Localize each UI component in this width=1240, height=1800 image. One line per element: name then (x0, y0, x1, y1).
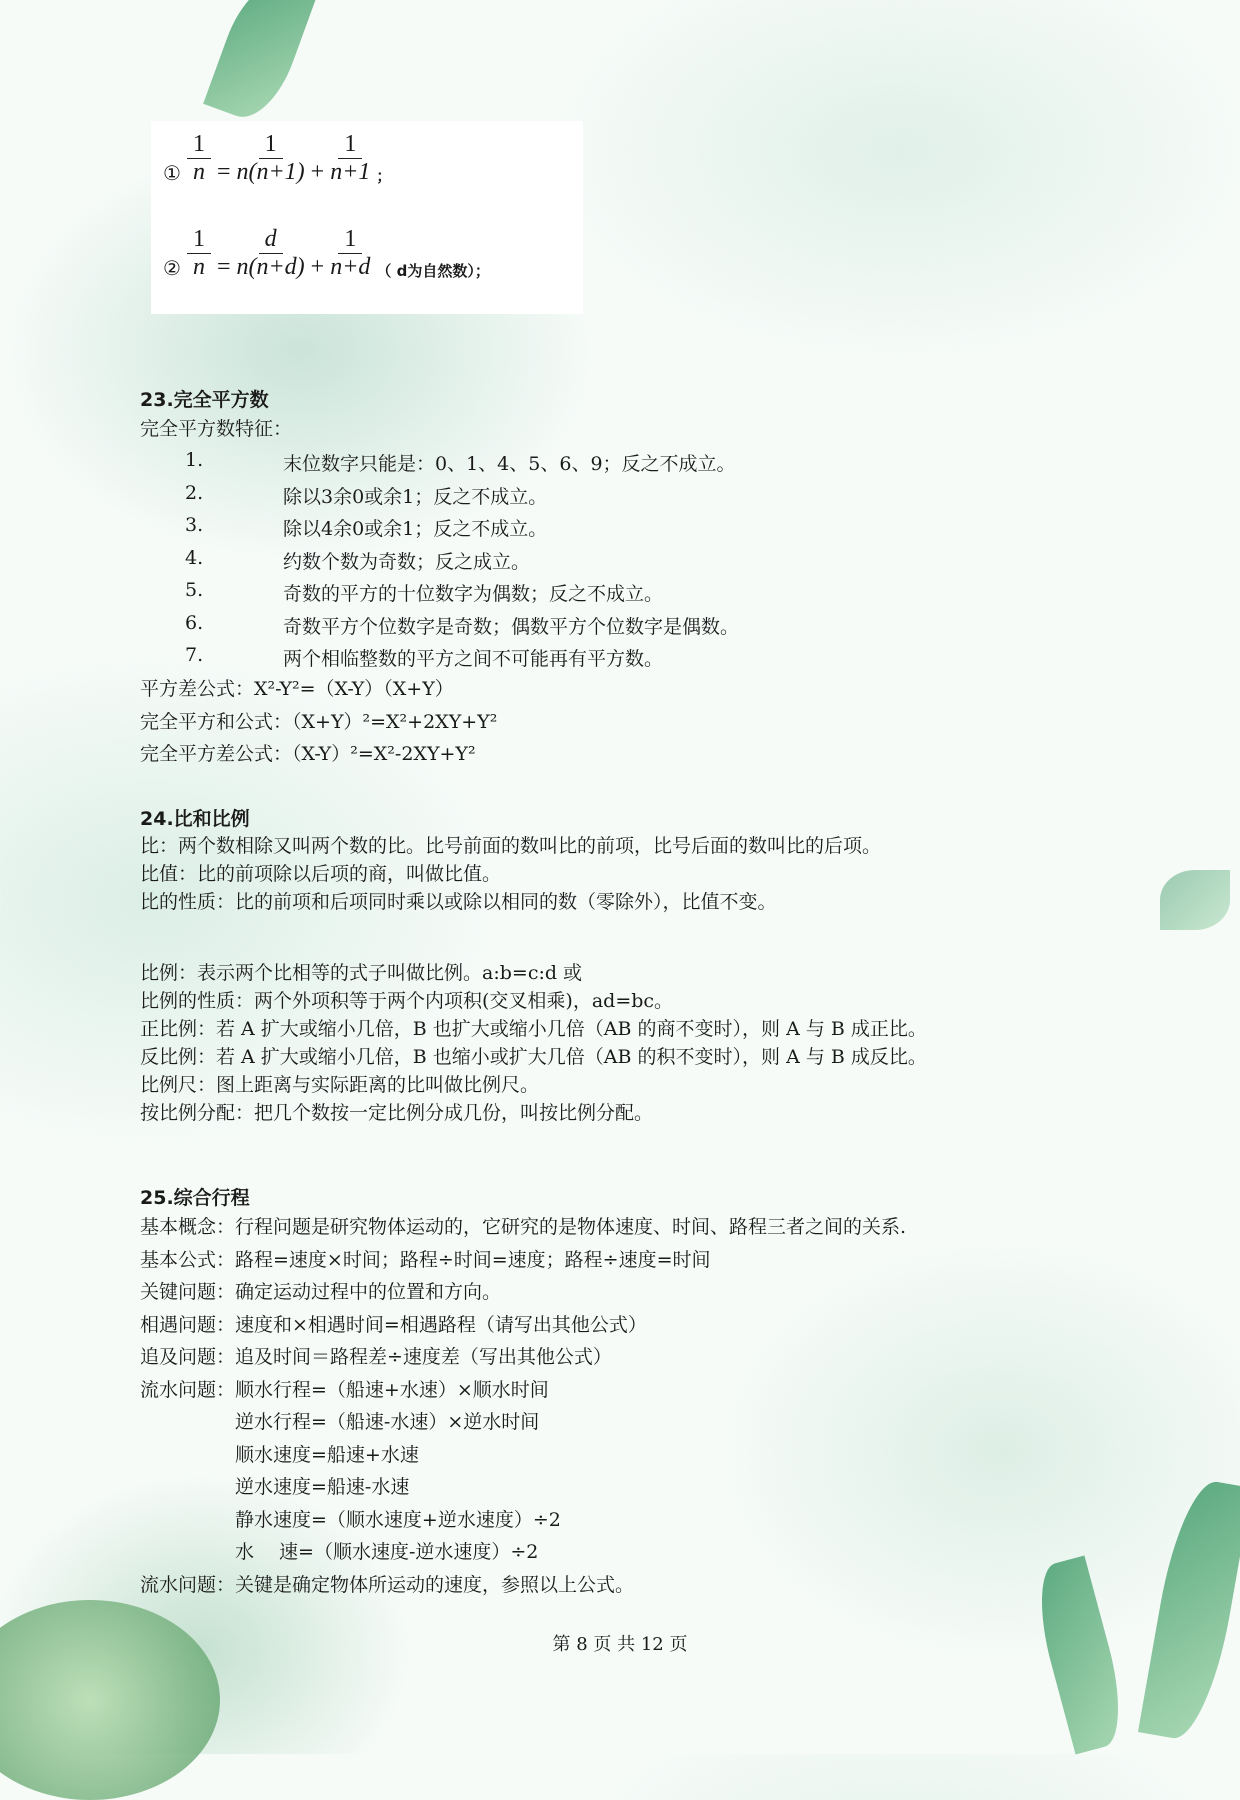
formula-line: 平方差公式：X²-Y²=（X-Y）（X+Y） (140, 678, 454, 700)
page-footer: 第 8 页 共 12 页 (552, 1634, 688, 1655)
text-line: 比例尺：图上距离与实际距离的比叫做比例尺。 (140, 1074, 540, 1096)
text-line: 追及问题：追及时间＝路程差÷速度差（写出其他公式） (140, 1346, 612, 1368)
text-line: 基本公式：路程=速度×时间；路程÷时间=速度；路程÷速度=时间 (140, 1248, 711, 1271)
intro: 完全平方数特征： (140, 418, 293, 440)
text-line: 顺水速度=船速+水速 (140, 1443, 419, 1466)
section-heading-25: 25.综合行程 (140, 1187, 250, 1209)
plus: + (310, 254, 325, 280)
list-item-text: 奇数平方个位数字是奇数；偶数平方个位数字是偶数。 (283, 615, 740, 638)
text-line: 水 速=（顺水速度-逆水速度）÷2 (140, 1541, 539, 1563)
text-line: 比例的性质：两个外项积等于两个内项积(交叉相乘)，ad=bc。 (140, 990, 674, 1012)
text-line: 流水问题：顺水行程=（船速+水速）×顺水时间 (140, 1378, 549, 1401)
fraction: $\frac{d}{n(n+d)}$ (236, 226, 305, 280)
list-item-number: 7. (185, 644, 204, 666)
marker: ② (163, 258, 181, 280)
text-line: 关键问题：确定运动过程中的位置和方向。 (140, 1281, 502, 1303)
equals: = (216, 254, 231, 280)
fraction: $\frac{1}{n+d}$ (330, 226, 371, 280)
list-item-text: 除以4余0或余1；反之不成立。 (283, 518, 548, 540)
text-line: 基本概念：行程问题是研究物体运动的，它研究的是物体速度、时间、路程三者之间的关系. (140, 1216, 907, 1238)
marker: ① (163, 163, 181, 185)
fraction: $\frac{1}{n}$ (187, 226, 211, 281)
leaf-decoration (1160, 870, 1230, 930)
leaf-decoration (203, 0, 317, 128)
list-item-text: 末位数字只能是：0、1、4、5、6、9；反之不成立。 (283, 453, 736, 475)
text-line: 反比例：若 A 扩大或缩小几倍，B 也缩小或扩大几倍（AB 的积不变时），则 A 与 B 成反比。 (140, 1046, 927, 1068)
list-item-number: 1. (185, 449, 204, 471)
text-line: 比值：比的前项除以后项的商，叫做比值。 (140, 863, 502, 885)
fraction: $\frac{1}{n(n+1)}$ (236, 131, 305, 185)
formula-image (151, 121, 583, 314)
list-item-number: 2. (185, 481, 204, 504)
list-item-text: 约数个数为奇数；反之成立。 (283, 550, 531, 573)
text-line: 比例：表示两个比相等的式子叫做比例。a:b=c:d 或 (140, 962, 583, 984)
list-item-text: 两个相临整数的平方之间不可能再有平方数。 (283, 648, 664, 670)
text-line: 按比例分配：把几个数按一定比例分成几份，叫按比例分配。 (140, 1102, 654, 1124)
text-line: 静水速度=（顺水速度+逆水速度）÷2 (140, 1508, 561, 1531)
list-item-number: 6. (185, 611, 204, 634)
section-heading-23: 23.完全平方数 (140, 389, 269, 411)
list-item-text: 除以3余0或余1；反之不成立。 (283, 485, 548, 508)
equals: = (216, 159, 231, 185)
list-item-number: 5. (185, 579, 204, 601)
fraction: $\frac{1}{n+1}$ (330, 131, 371, 185)
text-line: 比：两个数相除又叫两个数的比。比号前面的数叫比的前项，比号后面的数叫比的后项。 (140, 835, 882, 857)
text-line: 逆水速度=船速-水速 (140, 1476, 410, 1498)
formula-line: 完全平方和公式：（X+Y）²=X²+2XY+Y² (140, 710, 498, 733)
section-heading-24: 24.比和比例 (140, 808, 250, 830)
text-line: 相遇问题：速度和×相遇时间=相遇路程（请写出其他公式） (140, 1313, 647, 1336)
list-item-text: 奇数的平方的十位数字为偶数；反之不成立。 (283, 583, 664, 605)
leaf-decoration (1138, 1476, 1240, 1744)
text-line: 逆水行程=（船速-水速）×逆水时间 (140, 1411, 540, 1433)
list-item-number: 3. (185, 514, 204, 536)
punct: ； (376, 167, 392, 185)
text-line: 流水问题：关键是确定物体所运动的速度，参照以上公式。 (140, 1573, 635, 1596)
fraction: $\frac{1}{n}$ (187, 131, 211, 186)
text-line: 正比例：若 A 扩大或缩小几倍，B 也扩大或缩小几倍（AB 的商不变时），则 A 与 B 成正比。 (140, 1018, 927, 1040)
plus: + (310, 159, 325, 185)
formula-line: 完全平方差公式：（X-Y）²=X²-2XY+Y² (140, 743, 476, 765)
text-line: 比的性质：比的前项和后项同时乘以或除以相同的数（零除外），比值不变。 (140, 891, 777, 913)
note: （ d为自然数）； (376, 262, 490, 280)
list-item-number: 4. (185, 546, 204, 569)
